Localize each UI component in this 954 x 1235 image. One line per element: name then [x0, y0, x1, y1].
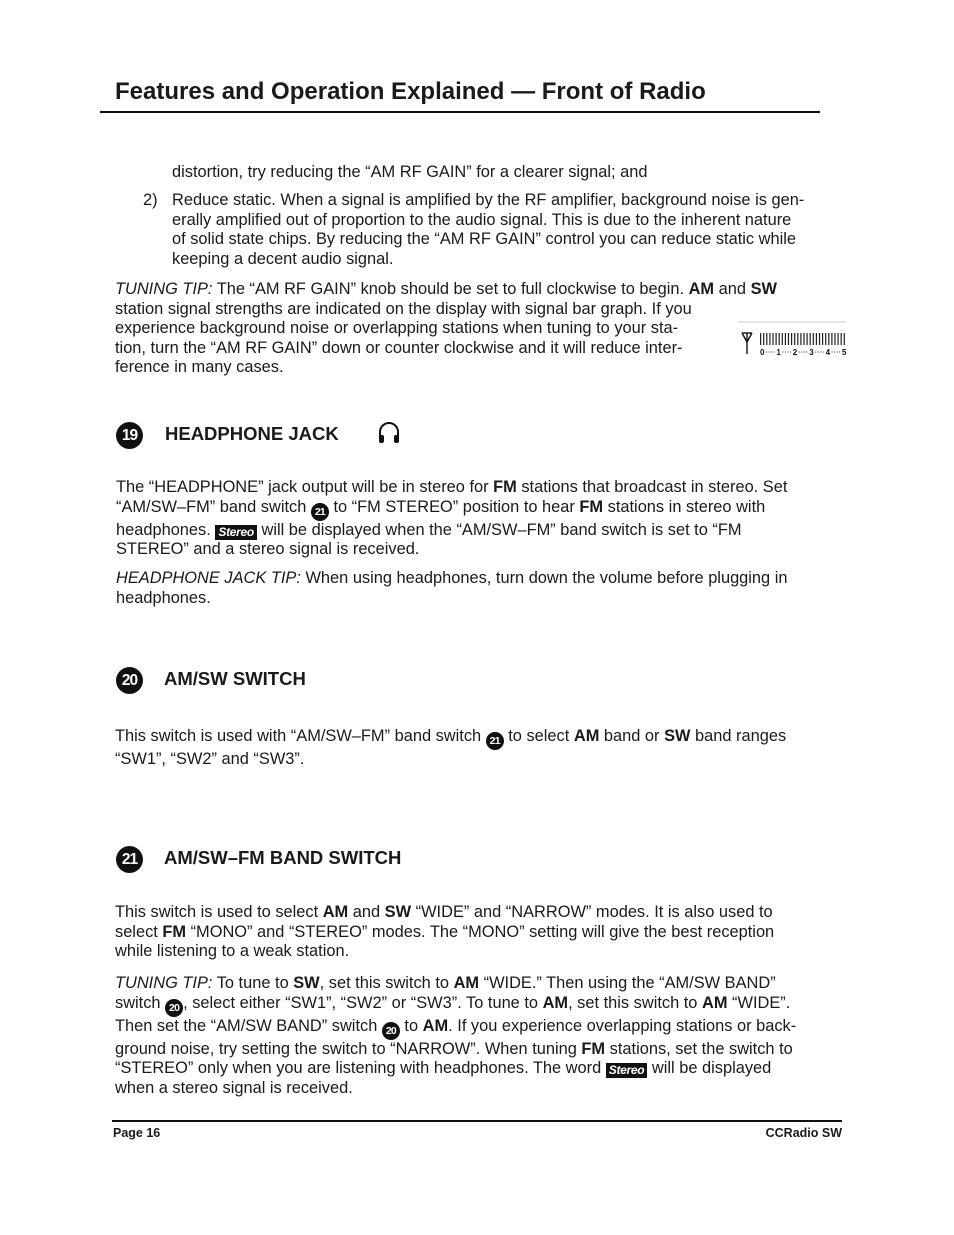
signal-bar — [797, 333, 798, 345]
ref-badge-20: 20 — [165, 999, 183, 1017]
text: stations, set the switch to — [605, 1039, 793, 1058]
section-heading: AM/SW–FM BAND SWITCH — [164, 847, 402, 868]
bold-fm: FM — [581, 1039, 606, 1058]
signal-bar — [816, 333, 817, 345]
text: This switch is used with “AM/SW–FM” band switch — [115, 727, 486, 745]
tip-line: ference in many cases. — [115, 358, 284, 377]
signal-bar — [819, 333, 820, 345]
sec20-paragraph — [115, 727, 786, 770]
sec21-tip — [115, 974, 796, 1098]
text: will be displayed when the “AM/SW–FM” band switch is set to “FM — [256, 520, 742, 539]
signal-bar — [791, 333, 792, 345]
list-item-2-line: erally amplified out of proportion to the audio signal. This is due to the inherent nature — [172, 210, 792, 229]
signal-scale-label: 0 — [760, 348, 765, 357]
title-rule — [100, 111, 820, 113]
bold-fm: FM — [162, 922, 187, 941]
bold-am: AM — [422, 1016, 449, 1035]
text: The “HEADPHONE” jack output will be in stereo for — [116, 478, 494, 496]
signal-bar — [844, 333, 845, 345]
tip-label: HEADPHONE JACK TIP: — [116, 569, 301, 587]
sec21-paragraph — [115, 903, 774, 962]
text: This switch is used to select — [115, 903, 323, 921]
text: “SW1”, “SW2” and “SW3”. — [115, 750, 305, 768]
list-item-2-line: keeping a decent audio signal. — [172, 249, 394, 268]
signal-meter-illustration — [738, 320, 846, 360]
text: ground noise, try setting the switch to “NARROW”. When tuning — [115, 1039, 582, 1058]
text: Then set the “AM/SW BAND” switch — [115, 1016, 382, 1035]
text: select — [115, 922, 163, 941]
text: “WIDE.” Then using the “AM/SW BAND” — [479, 974, 776, 992]
text: headphones. — [116, 588, 211, 607]
text: to select — [503, 727, 574, 745]
sec19-paragraph — [116, 478, 787, 560]
signal-scale — [760, 348, 847, 357]
tip-line: tion, turn the “AM RF GAIN” down or counter clockwise and it will reduce inter- — [115, 338, 683, 357]
ref-badge-21: 21 — [486, 732, 504, 750]
bold-sw: SW — [293, 974, 320, 992]
text: to “FM STEREO” position to hear — [328, 497, 580, 516]
tip-line: experience background noise or overlapping stations when tuning to your sta- — [115, 319, 679, 338]
text: When using headphones, turn down the volume before plugging in — [300, 569, 788, 587]
bold-am: AM — [701, 993, 728, 1012]
stereo-indicator: Stereo — [606, 1063, 648, 1078]
text: headphones. — [116, 520, 216, 539]
list-item-2 — [172, 191, 804, 269]
footer-product-name: CCRadio SW — [765, 1126, 842, 1140]
text: to — [399, 1016, 423, 1035]
tuning-tip-1 — [115, 280, 777, 378]
signal-scale-label: 3 — [809, 348, 814, 357]
bold-sw: SW — [664, 727, 691, 745]
bold-am: AM — [453, 974, 480, 992]
tip-label: TUNING TIP: — [115, 280, 213, 298]
signal-bar — [828, 333, 829, 345]
page-number: Page 16 — [113, 1126, 161, 1140]
tip-text: The “AM RF GAIN” knob should be set to full clockwise to begin. — [212, 280, 689, 298]
text: stations in stereo with — [603, 497, 766, 516]
text: band or — [599, 727, 665, 745]
text: “STEREO” only when you are listening with headphones. The word — [115, 1059, 606, 1078]
page-title: Features and Operation Explained — Front of Radio — [115, 78, 706, 105]
signal-bar — [813, 333, 814, 345]
tip-line: station signal strengths are indicated on the display with signal bar graph. If you — [115, 299, 692, 318]
tip-text: and — [714, 280, 751, 298]
text: “MONO” and “STEREO” modes. The “MONO” setting will give the best reception — [186, 922, 775, 941]
bold-fm: FM — [493, 478, 517, 496]
text: STEREO” and a stereo signal is received. — [116, 540, 420, 559]
tip-label: TUNING TIP: — [115, 974, 213, 992]
signal-bar — [766, 333, 767, 345]
signal-bar — [831, 333, 832, 345]
intro-continuation: distortion, try reducing the “AM RF GAIN” for a clearer signal; and — [172, 163, 648, 181]
signal-scale-label: 4 — [825, 348, 831, 357]
signal-bar — [776, 333, 777, 345]
bold-am: AM — [688, 280, 715, 298]
text: when a stereo signal is received. — [115, 1078, 353, 1097]
list-item-2-line: Reduce static. When a signal is amplified by the RF amplifier, background noise is gen- — [172, 191, 805, 209]
signal-bar — [788, 333, 789, 345]
signal-bar — [779, 333, 780, 345]
text: switch — [115, 993, 166, 1012]
signal-scale-label: 5 — [842, 348, 847, 357]
signal-bar — [800, 333, 801, 345]
ref-badge-21: 21 — [311, 503, 329, 521]
text: , set this switch to — [568, 993, 702, 1012]
signal-bar — [841, 333, 842, 345]
signal-scale-label: 2 — [792, 348, 798, 357]
text: stations that broadcast in stereo. Set — [516, 478, 788, 496]
text: “AM/SW–FM” band switch — [116, 497, 311, 516]
section-number-badge: 19 — [116, 422, 143, 449]
signal-bar — [769, 333, 770, 345]
signal-bar — [803, 333, 804, 345]
footer-rule — [112, 1120, 842, 1122]
section-number-badge: 21 — [116, 846, 143, 873]
bold-am: AM — [322, 903, 349, 921]
text: band ranges — [690, 727, 787, 745]
headphones-icon — [377, 420, 401, 446]
antenna-icon — [742, 333, 752, 354]
bold-am: AM — [573, 727, 600, 745]
signal-bar — [785, 333, 786, 345]
signal-scale-label: 1 — [776, 348, 781, 357]
list-number-2: 2) — [143, 191, 158, 209]
signal-bar — [810, 333, 811, 345]
signal-bar — [760, 333, 761, 345]
section-heading: AM/SW SWITCH — [164, 668, 306, 689]
signal-bars — [760, 333, 845, 345]
bold-sw: SW — [750, 280, 777, 298]
signal-bar — [838, 333, 839, 345]
signal-bar — [807, 333, 808, 345]
text: To tune to — [212, 974, 294, 992]
signal-bar — [822, 333, 823, 345]
signal-bar — [772, 333, 773, 345]
text: and — [348, 903, 385, 921]
bold-am: AM — [542, 993, 569, 1012]
signal-bar — [794, 333, 795, 345]
bold-fm: FM — [579, 497, 604, 516]
text: , select either “SW1”, “SW2” or “SW3”. To tune to — [183, 993, 543, 1012]
ref-badge-20: 20 — [382, 1022, 400, 1040]
signal-bar — [825, 333, 826, 345]
text: “WIDE” and “NARROW” modes. It is also used to — [411, 903, 773, 921]
bold-sw: SW — [384, 903, 412, 921]
signal-bar — [834, 333, 835, 345]
sec19-tip — [116, 569, 787, 608]
text: “WIDE”. — [727, 993, 791, 1012]
section-number-badge: 20 — [116, 667, 143, 694]
list-item-2-line: of solid state chips. By reducing the “AM RF GAIN” control you can reduce static while — [172, 230, 797, 249]
text: . If you experience overlapping stations or back- — [448, 1016, 797, 1035]
signal-bar — [763, 333, 764, 345]
section-heading: HEADPHONE JACK — [165, 423, 339, 444]
text: while listening to a weak station. — [115, 942, 350, 961]
stereo-indicator: Stereo — [215, 525, 257, 540]
signal-bar — [782, 333, 783, 345]
text: will be displayed — [647, 1059, 772, 1078]
text: , set this switch to — [319, 974, 454, 992]
